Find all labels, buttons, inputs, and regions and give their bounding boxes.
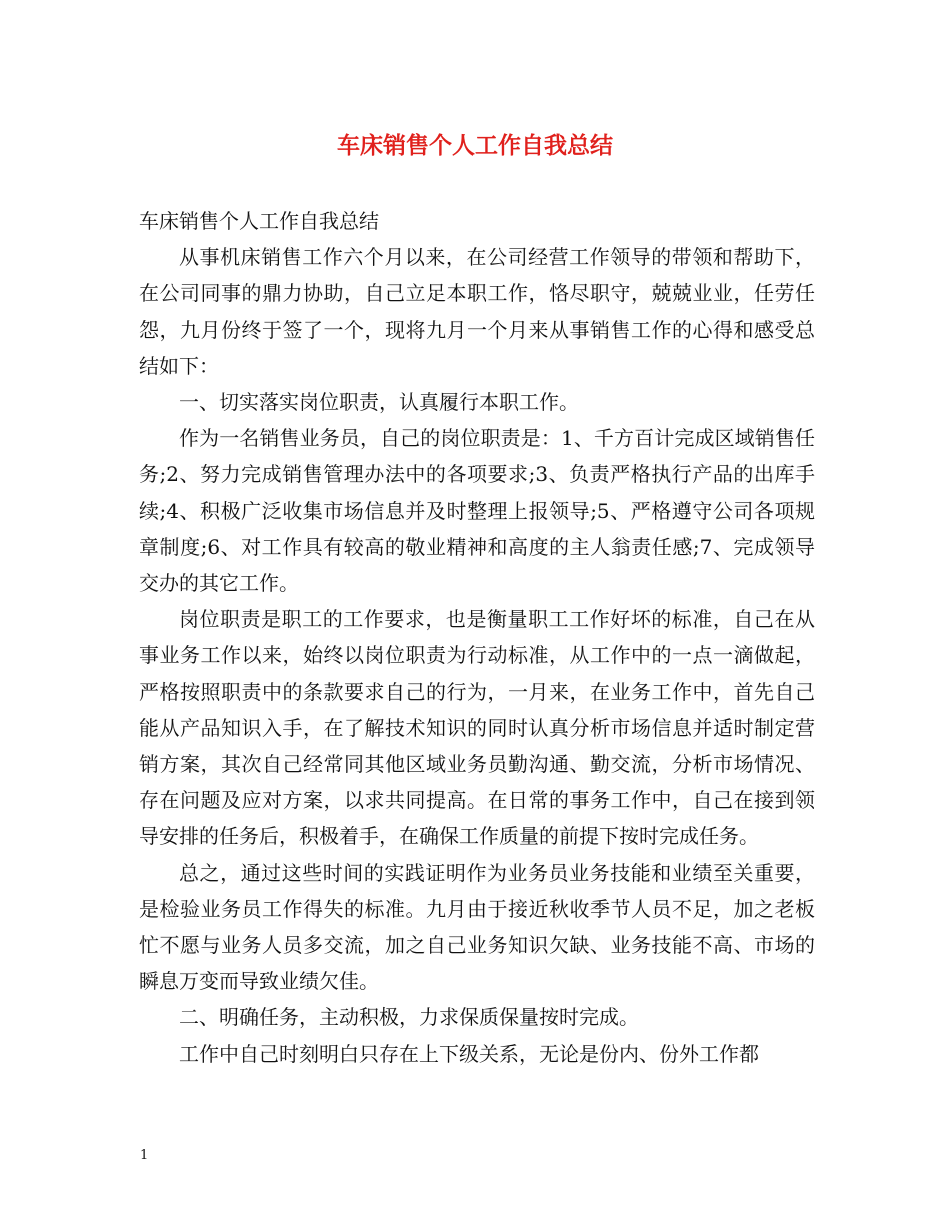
paragraph-summary: 总之，通过这些时间的实践证明作为业务员业务技能和业绩至关重要，是检验业务员工作得失的标准。九月由于接近秋收季节人员不足，加之老板忙不愿与业务人员多交流，加之自己业务知识欠缺、业务技能不高、市场的瞬息万变而导致业绩欠佳。 bbox=[139, 860, 815, 994]
section-heading-2: 二、明确任务，主动积极，力求保质保量按时完成。 bbox=[179, 1005, 639, 1030]
page-number: 1 bbox=[140, 1148, 149, 1163]
paragraph-intro: 从事机床销售工作六个月以来，在公司经营工作领导的带领和帮助下，在公司同事的鼎力协助，自己立足本职工作，恪尽职守，兢兢业业，任劳任怨，九月份终于签了一个，现将九月一个月来从事销售工作的心得和感受总结如下： bbox=[139, 245, 815, 378]
section-heading-1: 一、切实落实岗位职责，认真履行本职工作。 bbox=[179, 390, 579, 415]
paragraph-tasks: 工作中自己时刻明白只存在上下级关系，无论是份内、份外工作都 bbox=[179, 1041, 759, 1066]
paragraph-subtitle: 车床销售个人工作自我总结 bbox=[139, 209, 379, 233]
document-body bbox=[139, 203, 815, 1072]
paragraph-responsibility: 岗位职责是职工的工作要求，也是衡量职工工作好坏的标准，自己在从事业务工作以来，始终以岗位职责为行动标准，从工作中的一点一滴做起，严格按照职责中的条款要求自己的行为，一月来，在业务工作中，首先自己能从产品知识入手，在了解技术知识的同时认真分析市场信息并适时制定营销方案，其次自己经常同其他区域业务员勤沟通、勤交流，分析市场情况、存在问题及应对方案，以求共同提高。在日常的事务工作中，自己在接到领导安排的任务后，积极着手，在确保工作质量的前提下按时完成任务。 bbox=[139, 607, 815, 849]
paragraph-duties: 作为一名销售业务员，自己的岗位职责是：1、千方百计完成区域销售任务;2、努力完成销售管理办法中的各项要求;3、负责严格执行产品的出库手续;4、积极广泛收集市场信息并及时整理上报领导;5、严格遵守公司各项规章制度;6、对工作具有较高的敬业精神和高度的主人翁责任感;7、完成领导交办的其它工作。 bbox=[139, 426, 815, 596]
document-title: 车床销售个人工作自我总结 bbox=[337, 132, 613, 159]
